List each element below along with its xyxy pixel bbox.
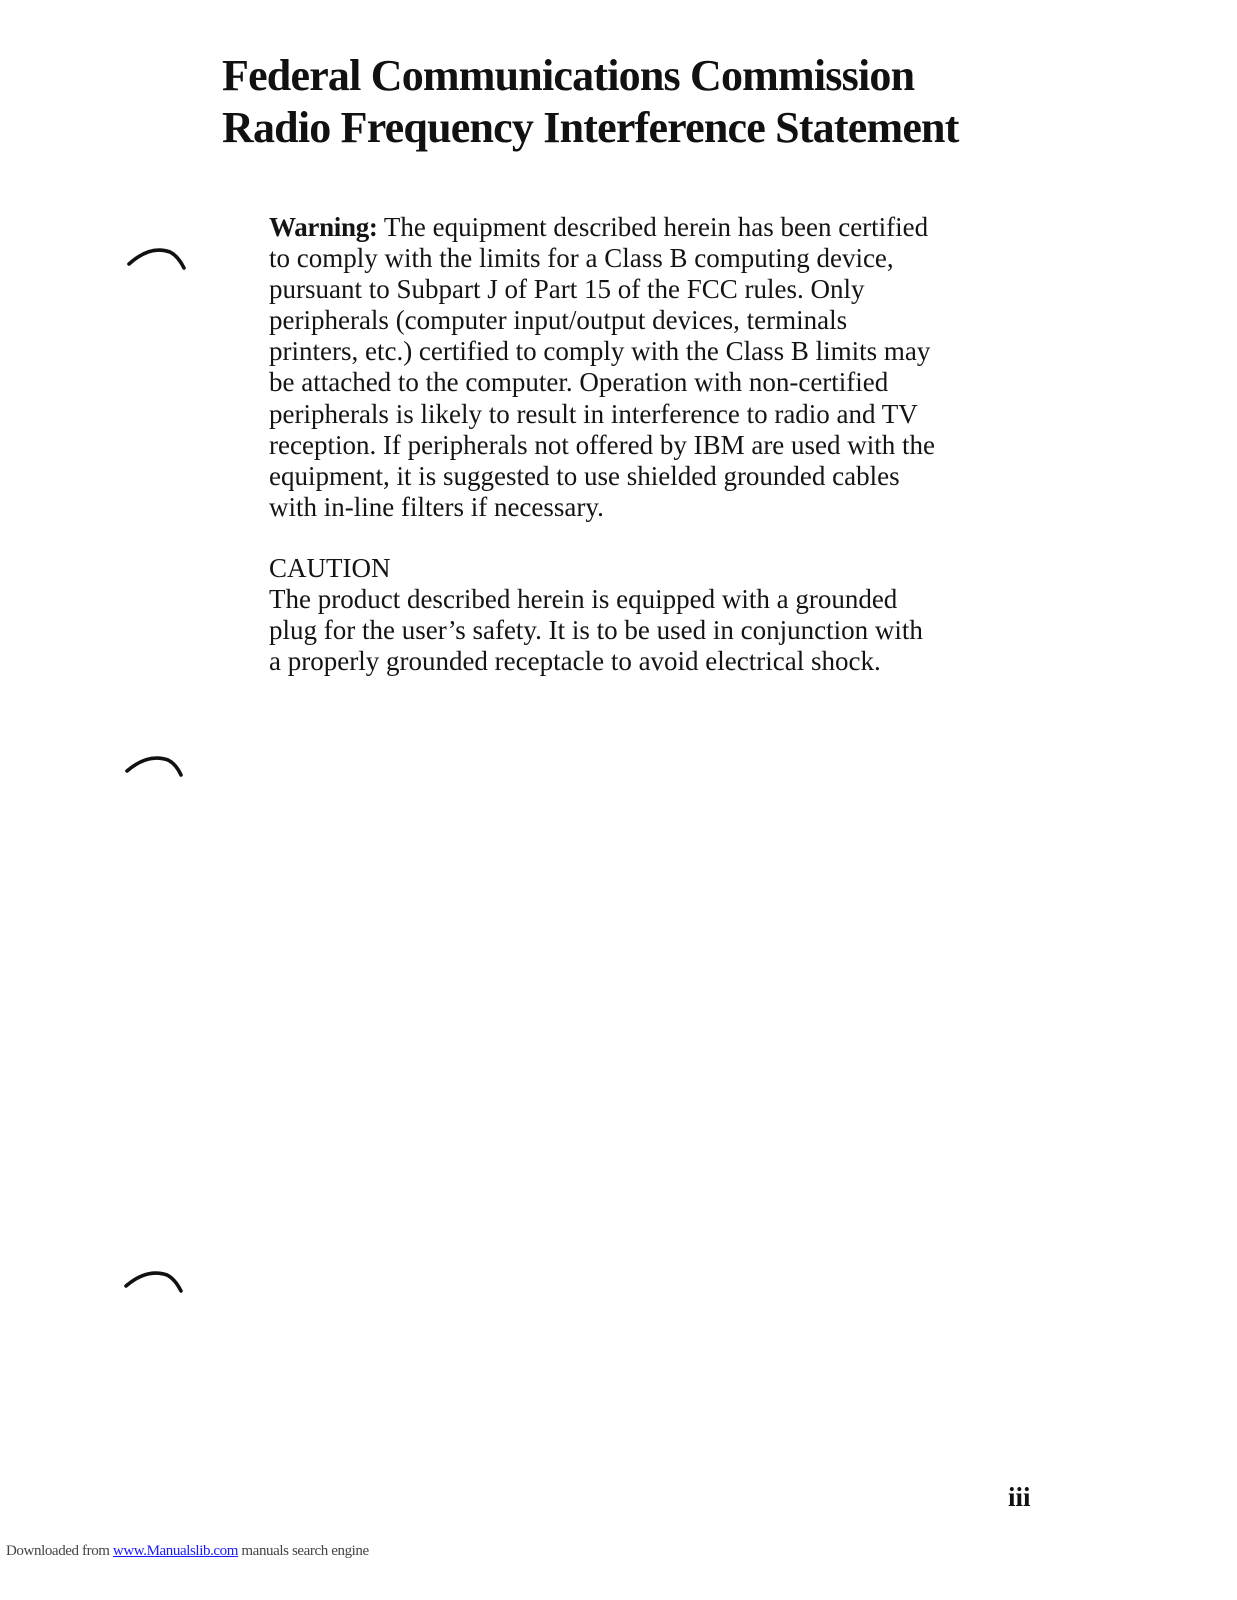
warning-line-8: reception. If peripherals not offered by IBM are used with the — [269, 429, 936, 460]
footer-suffix: manuals search engine — [238, 1543, 369, 1559]
warning-line-10: with in-line filters if necessary. — [269, 491, 604, 522]
statement-body — [269, 212, 1069, 677]
warning-line-7: peripherals is likely to result in interference to radio and TV — [269, 398, 918, 429]
caution-section — [269, 553, 1069, 677]
caution-paragraph — [269, 584, 1069, 677]
warning-line-1-text: The equipment described herein has been certified — [377, 212, 929, 242]
warning-line-4: peripherals (computer input/output devices, terminals — [269, 305, 848, 336]
caution-line-2: plug for the user’s safety. It is to be used in conjunction with — [269, 615, 923, 646]
page-title — [222, 50, 1122, 154]
footer-prefix: Downloaded from — [6, 1543, 113, 1559]
caution-heading: CAUTION — [269, 552, 391, 583]
warning-label: Warning: — [269, 212, 378, 242]
manualslib-link[interactable]: www.Manualslib.com — [112, 1543, 239, 1559]
page-title-line-2: Radio Frequency Interference Statement — [222, 103, 959, 152]
page-number: iii — [1008, 1482, 1031, 1512]
warning-paragraph — [269, 212, 1069, 523]
download-footer — [6, 1542, 369, 1560]
binder-hole-mark-middle — [124, 749, 184, 783]
warning-line-5: printers, etc.) certified to comply with the Class B limits may — [269, 336, 931, 367]
warning-line-6: be attached to the computer. Operation with non-certified — [269, 367, 889, 398]
warning-line-2: to comply with the limits for a Class B computing device, — [269, 243, 894, 274]
caution-line-1: The product described herein is equipped with a grounded — [269, 584, 898, 615]
binder-hole-mark-bottom — [123, 1264, 183, 1298]
binder-hole-mark-top — [126, 240, 186, 274]
warning-line-1 — [269, 212, 1069, 243]
warning-line-3: pursuant to Subpart J of Part 15 of the FCC rules. Only — [269, 274, 865, 305]
warning-line-9: equipment, it is suggested to use shielded grounded cables — [269, 460, 900, 491]
page-title-line-1: Federal Communications Commission — [222, 51, 915, 100]
caution-line-3: a properly grounded receptacle to avoid electrical shock. — [269, 646, 881, 677]
